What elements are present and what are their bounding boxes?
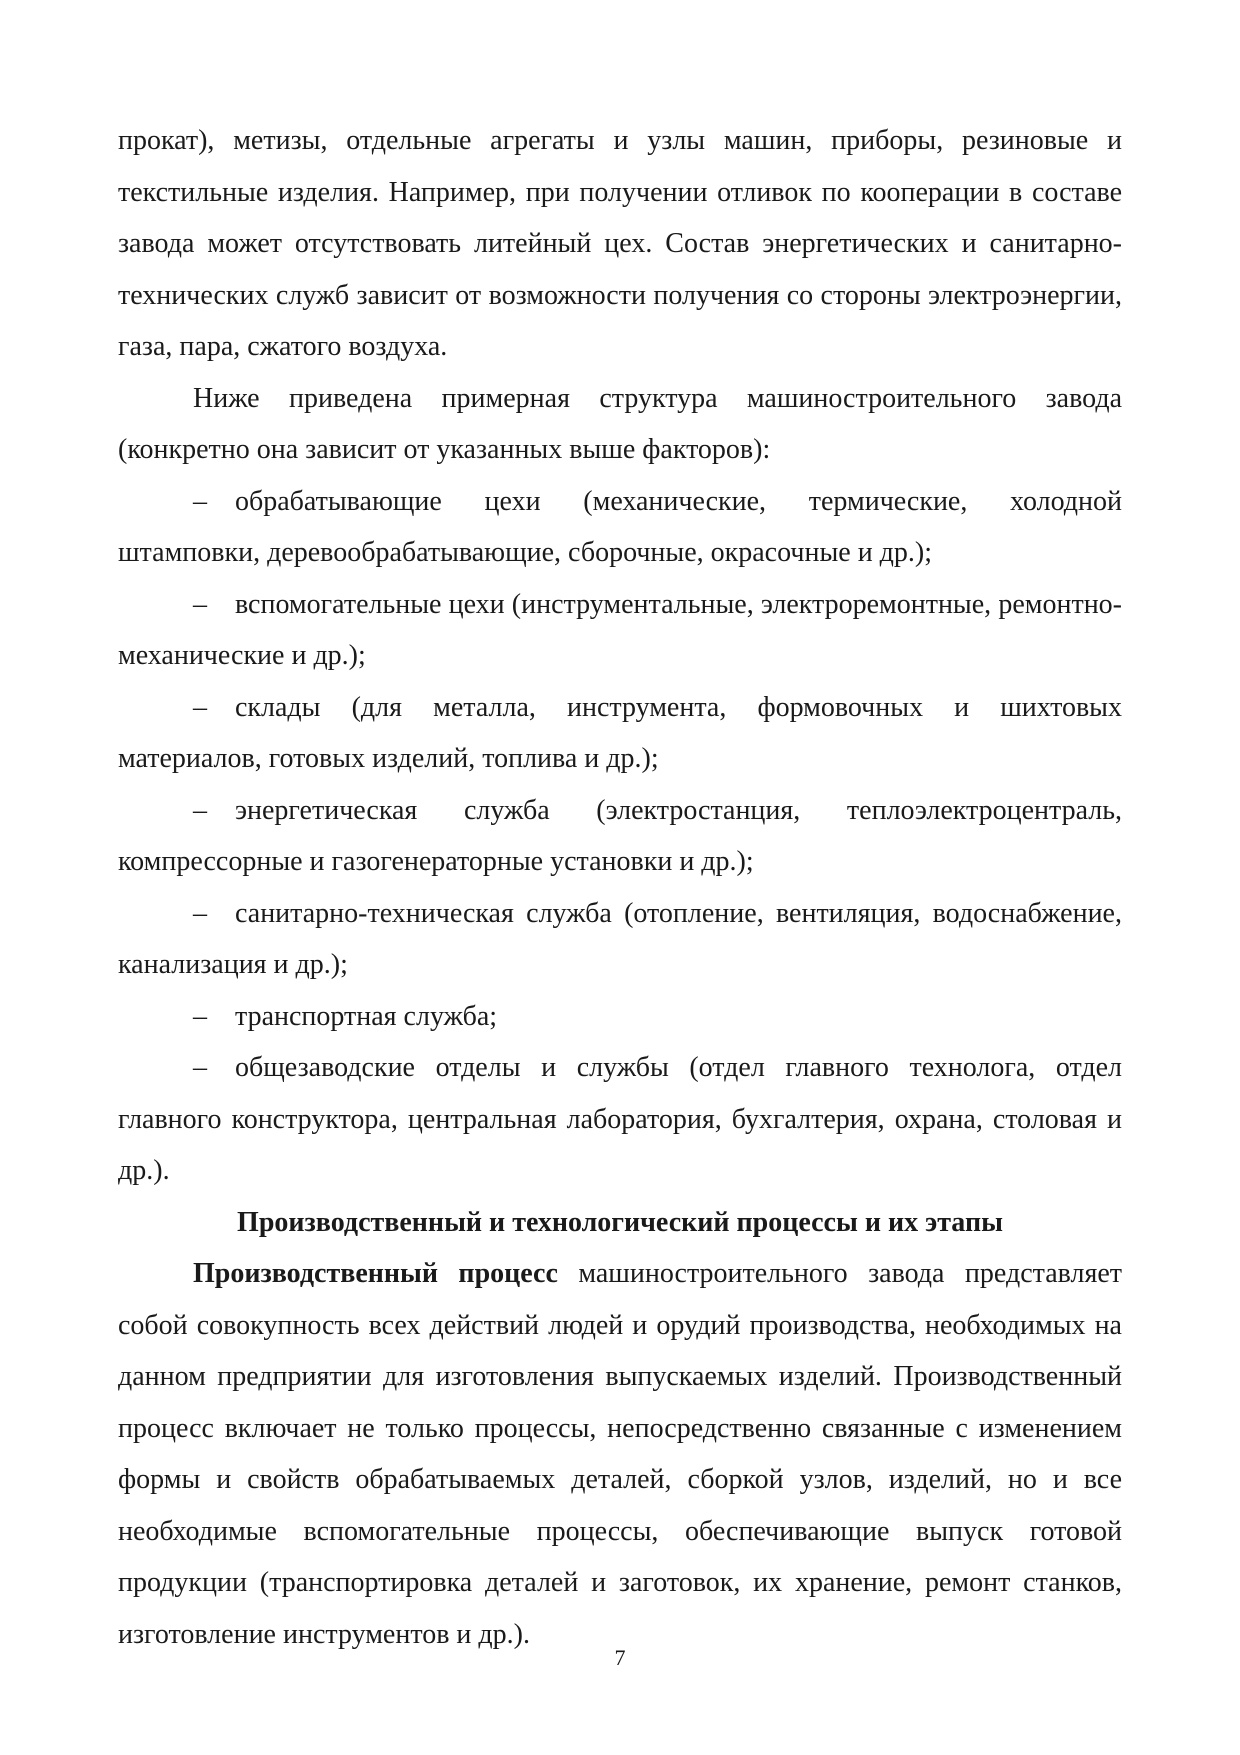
- list-dash: –: [193, 794, 207, 826]
- paragraph-structure-intro: Ниже приведена примерная структура машиностроительного завода (конкретно она зависит от указанных выше факторов):: [118, 382, 1122, 465]
- list-item: [118, 1042, 1122, 1197]
- list-item: [118, 476, 1122, 579]
- list-item: [118, 888, 1122, 991]
- list-item: [118, 579, 1122, 682]
- list-item-text: склады (для металла, инструмента, формовочных и шихтовых материалов, готовых изделий, топлива и др.);: [118, 691, 1122, 774]
- page-number: 7: [614, 1645, 626, 1670]
- list-dash: –: [193, 485, 207, 517]
- list-item-text: обрабатывающие цехи (механические, термические, холодной штамповки, деревообрабатывающие, сборочные, окрасочные и др.);: [118, 485, 1122, 568]
- list-dash: –: [193, 1052, 207, 1083]
- list-dash: –: [193, 588, 207, 620]
- list-item: [118, 991, 1122, 1043]
- paragraph-production-process: [118, 1248, 1122, 1660]
- section-heading: Производственный и технологический процессы и их этапы: [237, 1206, 1003, 1238]
- list-item-text: общезаводские отделы и службы (отдел главного технолога, отдел главного конструктора, центральная лаборатория, бухгалтерия, охрана, столовая и др.).: [118, 1052, 1122, 1186]
- paragraph-intro: прокат), метизы, отдельные агрегаты и узлы машин, приборы, резиновые и текстильные изделия. Например, при получении отливок по кооперации в составе завода может отсутствовать литейный цех. Состав энергетических и санитарно-технических служб зависит от возможности получения со стороны электроэнергии, газа, пара, сжатого воздуха.: [118, 125, 1122, 362]
- definition-text: машиностроительного завода представляет собой совокупность всех действий людей и орудий производства, необходимых на данном предприятии для изготовления выпускаемых изделий. Производственный процесс включает не только процессы, непосредственно связанные с изменением формы и свойств обрабатываемых деталей, сборкой узлов, изделий, но и все необходимые вспомогательные процессы, обеспечивающие выпуск готовой продукции (транспортировка деталей и заготовок, их хранение, ремонт станков, изготовление инструментов и др.).: [118, 1258, 1122, 1650]
- list-dash: –: [193, 897, 207, 929]
- list-item: [118, 785, 1122, 888]
- list-item-text: транспортная служба;: [235, 1000, 498, 1032]
- list-dash: –: [193, 1000, 207, 1032]
- list-item: [118, 682, 1122, 785]
- list-item-text: энергетическая служба (электростанция, теплоэлектроцентраль, компрессорные и газогенераторные установки и др.);: [118, 794, 1122, 877]
- term-production-process: Производственный процесс: [193, 1258, 558, 1289]
- page-content: [118, 115, 1122, 1660]
- list-item-text: санитарно-техническая служба (отопление, вентиляция, водоснабжение, канализация и др.);: [118, 897, 1122, 980]
- list-item-text: вспомогательные цехи (инструментальные, электроремонтные, ремонтно-механические и др.);: [118, 588, 1122, 671]
- list-dash: –: [193, 691, 207, 723]
